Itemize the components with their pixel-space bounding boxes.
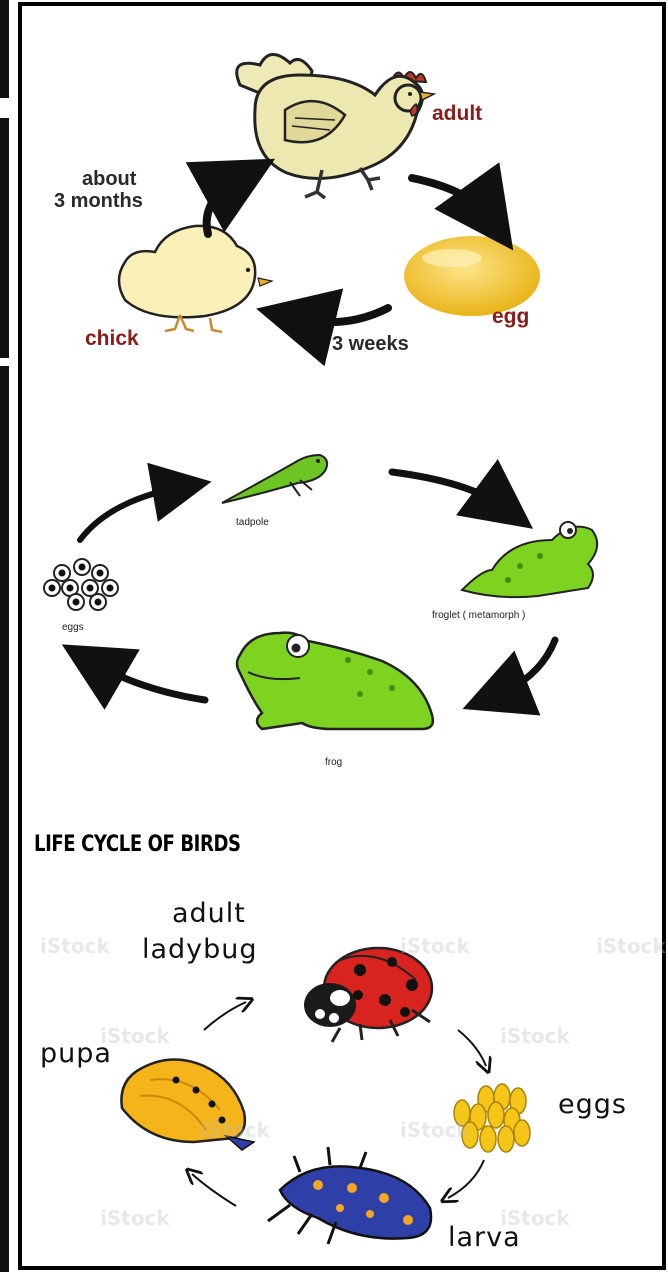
arrow-eggs-to-tadpole xyxy=(80,487,182,540)
arrow-egg-to-chick xyxy=(295,308,388,322)
label-chick: chick xyxy=(85,327,139,350)
frog-eggs-illustration xyxy=(44,559,118,610)
larva-illustration xyxy=(268,1147,431,1244)
tadpole-illustration xyxy=(222,455,327,503)
adult-ladybug-illustration xyxy=(304,948,432,1042)
label-pupa: pupa xyxy=(40,1038,112,1069)
label-larva: larva xyxy=(448,1222,521,1253)
label-adult-line1: adult xyxy=(172,898,246,929)
label-tadpole: tadpole xyxy=(236,517,269,528)
chicken-illustration xyxy=(237,54,434,198)
watermark: iStock xyxy=(596,934,666,958)
watermark: iStock xyxy=(500,1024,570,1048)
label-adult: adult xyxy=(432,102,483,125)
label-froglet: froglet ( metamorph ) xyxy=(432,610,526,621)
arrow-chick-to-adult xyxy=(207,178,240,234)
arrow-adult-to-eggs xyxy=(458,1030,486,1066)
label-frog: frog xyxy=(325,757,343,768)
watermark: iStock xyxy=(100,1024,170,1048)
arrow-larva-to-pupa xyxy=(192,1174,236,1206)
watermark: iStock xyxy=(400,1118,470,1142)
chick-illustration xyxy=(119,226,272,332)
frog-illustration xyxy=(237,633,433,729)
label-3-weeks: 3 weeks xyxy=(332,333,409,355)
label-3-months: 3 months xyxy=(54,190,143,212)
label-adult-ladybug: ladybug xyxy=(142,934,258,965)
arrow-adult-to-egg xyxy=(412,178,490,218)
label-egg: egg xyxy=(492,305,530,328)
label-about: about xyxy=(82,168,137,190)
section-heading: LIFE CYCLE OF BIRDS xyxy=(34,832,241,857)
label-frog-eggs: eggs xyxy=(62,622,84,633)
watermark: iStock xyxy=(400,934,470,958)
label-ladybug-eggs: eggs xyxy=(558,1089,627,1120)
watermark: iStock xyxy=(500,1206,570,1230)
froglet-illustration xyxy=(462,522,597,597)
arrow-frog-to-eggs xyxy=(92,662,205,700)
watermark: iStock xyxy=(100,1206,170,1230)
watermark: iStock xyxy=(200,1118,270,1142)
arrow-pupa-to-adult xyxy=(204,1002,246,1030)
watermark: iStock xyxy=(40,934,110,958)
arrow-eggs-to-larva xyxy=(448,1160,484,1198)
arrow-froglet-to-frog xyxy=(495,640,555,696)
arrow-tadpole-to-froglet xyxy=(392,472,505,508)
egg-illustration xyxy=(404,236,540,316)
